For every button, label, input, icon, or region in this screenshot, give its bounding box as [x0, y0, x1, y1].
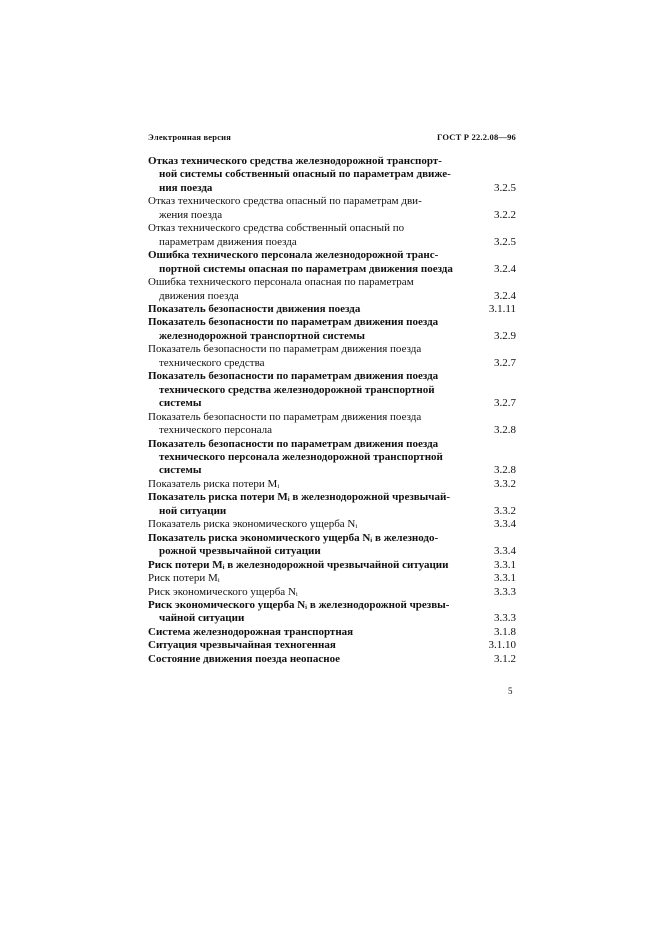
- index-entry: [148, 478, 516, 491]
- index-term: [148, 195, 470, 222]
- section-reference: 3.3.1: [494, 572, 516, 585]
- index-term-line: Риск потери Mᵢ: [148, 572, 220, 585]
- index-term-line: технического средства: [159, 356, 265, 369]
- index-entry: [148, 491, 516, 518]
- section-reference: 3.2.7: [494, 397, 516, 410]
- section-reference: 3.3.2: [494, 477, 516, 490]
- section-reference: 3.3.4: [494, 518, 516, 531]
- section-reference: 3.2.5: [494, 181, 516, 194]
- standard-number: ГОСТ Р 22.2.08—96: [436, 132, 516, 142]
- index-term-line: системы: [159, 464, 202, 477]
- index-term-line: Показатель безопасности по параметрам движения поезда: [148, 316, 439, 329]
- index-term: [148, 572, 470, 585]
- index-term-line: жения поезда: [159, 208, 223, 221]
- section-reference: 3.2.8: [494, 464, 516, 477]
- section-reference: 3.2.9: [494, 329, 516, 342]
- index-term: [148, 653, 470, 666]
- section-reference: 3.3.2: [494, 504, 516, 517]
- index-entry: [148, 370, 516, 410]
- index-entry: [148, 559, 516, 572]
- index-term: [148, 370, 470, 410]
- page-number: 5: [508, 686, 513, 696]
- index-term-line: Показатель безопасности по параметрам движения поезда: [148, 437, 439, 450]
- index-term-line: Отказ технического средства опасный по параметрам дви-: [148, 195, 422, 208]
- index-term: [148, 276, 470, 303]
- index-term: [148, 303, 470, 316]
- index-term-line: технического средства железнодорожной транспортной: [159, 383, 435, 396]
- index-entry: [148, 626, 516, 639]
- index-term-line: Показатель риска экономического ущерба Nᵢ: [148, 518, 358, 531]
- index-term-line: Состояние движения поезда неопасное: [148, 652, 340, 665]
- index-term: [148, 491, 470, 518]
- section-reference: 3.1.2: [494, 652, 516, 665]
- index-term-line: ния поезда: [159, 181, 213, 194]
- index-term: [148, 599, 470, 626]
- section-reference: 3.3.3: [494, 612, 516, 625]
- index-entry: [148, 155, 516, 195]
- index-term-line: Ошибка технического персонала опасная по параметрам: [148, 276, 414, 289]
- index-entry: [148, 599, 516, 626]
- index-term-line: Система железнодорожная транспортная: [148, 625, 354, 638]
- index-entry: [148, 572, 516, 585]
- section-reference: 3.2.4: [494, 289, 516, 302]
- index-term: [148, 249, 470, 276]
- index-term-line: Показатель безопасности по параметрам движения поезда: [148, 410, 422, 423]
- index-term-line: железнодорожной транспортной системы: [159, 329, 366, 342]
- index-entry: [148, 653, 516, 666]
- index-term: [148, 222, 470, 249]
- index-entry: [148, 532, 516, 559]
- index-term: [148, 155, 470, 195]
- index-term-line: Показатель безопасности по параметрам движения поезда: [148, 343, 422, 356]
- index-term-line: Показатель риска потери Mᵢ: [148, 477, 280, 490]
- index-entry: [148, 195, 516, 222]
- index-term-line: рожной чрезвычайной ситуации: [159, 545, 321, 558]
- index-term-line: Отказ технического средства собственный опасный по: [148, 222, 405, 235]
- index-entry: [148, 518, 516, 531]
- index-entry: [148, 586, 516, 599]
- index-term: [148, 316, 470, 343]
- index-entry: [148, 438, 516, 478]
- index-term-line: Риск экономического ущерба Nᵢ: [148, 585, 298, 598]
- section-reference: 3.3.4: [494, 545, 516, 558]
- index-term: [148, 559, 470, 572]
- index-term-line: Ситуация чрезвычайная техногенная: [148, 639, 336, 652]
- section-reference: 3.1.8: [494, 625, 516, 638]
- index-entry: [148, 316, 516, 343]
- index-term: [148, 532, 470, 559]
- index-term-line: системы: [159, 397, 202, 410]
- index-term-line: портной системы опасная по параметрам движения поезда: [159, 262, 453, 275]
- index-term-line: Риск экономического ущерба Nᵢ в железнодорожной чрезвы-: [148, 598, 450, 611]
- section-reference: 3.2.8: [494, 424, 516, 437]
- index-entry: [148, 343, 516, 370]
- section-reference: 3.3.1: [494, 558, 516, 571]
- index-entry: [148, 411, 516, 438]
- index-term-line: Ошибка технического персонала железнодорожной транс-: [148, 249, 439, 262]
- index-term-line: Показатель риска потери Mᵢ в железнодорожной чрезвычай-: [148, 491, 450, 504]
- index-term-line: технического персонала железнодорожной транспортной: [159, 450, 443, 463]
- index-term-line: чайной ситуации: [159, 612, 245, 625]
- section-reference: 3.3.3: [494, 585, 516, 598]
- index-term: [148, 478, 470, 491]
- index-term-line: параметрам движения поезда: [159, 235, 297, 248]
- section-reference: 3.2.2: [494, 208, 516, 221]
- edition-label: Электронная версия: [148, 132, 232, 142]
- index-entry: [148, 222, 516, 249]
- index-term-line: ной ситуации: [159, 504, 227, 517]
- index-term-line: Показатель безопасности движения поезда: [148, 302, 361, 315]
- section-reference: 3.2.7: [494, 356, 516, 369]
- index-term-line: Отказ технического средства железнодорожной транспорт-: [148, 155, 442, 167]
- index-term-line: ной системы собственный опасный по параметрам движе-: [159, 168, 451, 181]
- index-term: [148, 639, 470, 652]
- index-term: [148, 343, 470, 370]
- section-reference: 3.2.5: [494, 235, 516, 248]
- index-term-line: технического персонала: [159, 424, 273, 437]
- index-term: [148, 438, 470, 478]
- index-entry: [148, 249, 516, 276]
- index-entry: [148, 639, 516, 652]
- index-term-line: Показатель безопасности по параметрам движения поезда: [148, 370, 439, 383]
- index-term-line: движения поезда: [159, 289, 239, 302]
- index-term-line: Показатель риска экономического ущерба Nᵢ в железнодо-: [148, 531, 439, 544]
- index-entry: [148, 276, 516, 303]
- index-term: [148, 586, 470, 599]
- index-entry: [148, 303, 516, 316]
- index-term: [148, 518, 470, 531]
- section-reference: 3.2.4: [494, 262, 516, 275]
- section-reference: 3.1.10: [488, 639, 516, 652]
- section-reference: 3.1.11: [488, 302, 516, 315]
- term-index: [148, 155, 516, 666]
- index-term: [148, 626, 470, 639]
- index-term: [148, 411, 470, 438]
- index-term-line: Риск потери Mᵢ в железнодорожной чрезвычайной ситуации: [148, 558, 449, 571]
